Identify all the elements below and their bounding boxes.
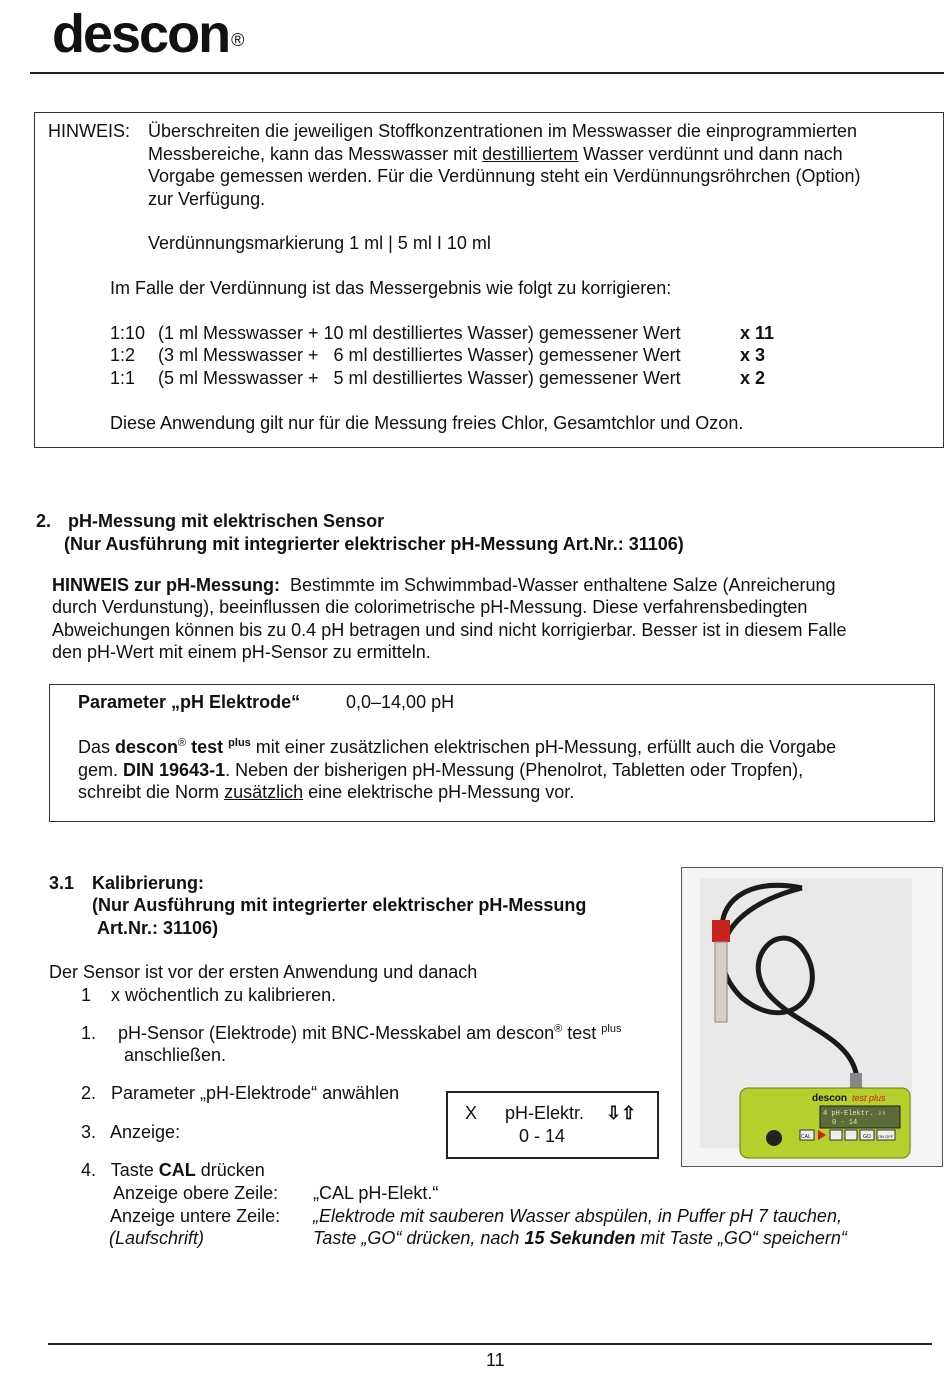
device-screen-line-2: 0 - 14 — [832, 1119, 858, 1127]
ratio-text-1: (1 ml Messwasser + 10 ml destilliertes Wasser) gemessener Wert — [158, 323, 681, 343]
section-2-title: pH-Messung mit elektrischen Sensor — [68, 511, 385, 531]
device-cal-button: CAL — [801, 1134, 811, 1140]
factor-2: x 3 — [740, 345, 766, 365]
electrode-icon — [715, 942, 727, 1022]
device-brand: descon — [812, 1093, 848, 1104]
electrode-cap-icon — [712, 920, 730, 942]
lcd-arrows-icon: ⇩⇧ — [606, 1103, 637, 1123]
header-rule — [30, 72, 944, 74]
footer-rule — [48, 1343, 932, 1345]
section-31-number: 3.1 — [49, 873, 75, 893]
lcd-line-1: pH-Elektr. — [505, 1103, 585, 1123]
calib-intro-2: 1 x wöchentlich zu kalibrieren. — [81, 985, 337, 1005]
ratio-text-2: (3 ml Messwasser + 6 ml destilliertes Wasser) gemessener Wert — [158, 345, 681, 365]
section-2-number: 2. — [36, 511, 52, 531]
step-1-text: pH-Sensor (Elektrode) mit BNC-Messkabel am descon® test $^{plus}$ — [118, 1023, 622, 1043]
section-31-sub-1: (Nur Ausführung mit integrierter elektrischer pH-Messung — [92, 895, 587, 915]
factor-1: x 11 — [740, 323, 775, 343]
device-go-button: GO — [863, 1134, 871, 1140]
descon-logo: descon ® — [52, 4, 245, 64]
page-number: 11 — [486, 1350, 505, 1370]
device-on-button: ON OFF — [878, 1134, 894, 1139]
dilution-marking: Verdünnungsmarkierung 1 ml | 5 ml I 10 ml — [148, 233, 491, 253]
lauf-value: Taste „GO“ drücken, nach 15 Sekunden mit Taste „GO“ speichern“ — [313, 1228, 847, 1248]
correction-intro: Im Falle der Verdünnung ist das Messergebnis wie folgt zu korrigieren: — [110, 278, 672, 298]
ph-hinweis-line-3: Abweichungen können bis zu 0.4 pH betragen und sind nicht korrigierbar. Besser ist in diesem Falle — [52, 620, 847, 640]
param-line-2: gem. DIN 19643-1. Neben der bisherigen pH-Messung (Phenolrot, Tabletten oder Tropfen), — [78, 760, 804, 780]
step-1-cont: anschließen. — [124, 1045, 227, 1065]
lower-line-label: Anzeige untere Zeile: — [110, 1206, 281, 1226]
upper-line-value: „CAL pH-Elekt.“ — [313, 1183, 439, 1203]
ph-hinweis-line-4: den pH-Wert mit einem pH-Sensor zu ermitteln. — [52, 642, 431, 662]
upper-line-label: Anzeige obere Zeile: — [113, 1183, 279, 1203]
lower-line-value: „Elektrode mit sauberen Wasser abspülen, in Puffer pH 7 tauchen, — [313, 1206, 842, 1226]
ph-hinweis-line-2: durch Verdunstung), beeinflussen die colorimetrische pH-Messung. Diese verfahrensbedingten — [52, 597, 808, 617]
device-illustration — [682, 868, 942, 1166]
hinweis-line-2: Messbereiche, kann das Messwasser mit destilliertem Wasser verdünnt und dann nach — [148, 144, 843, 164]
hinweis-note: Diese Anwendung gilt nur für die Messung freies Chlor, Gesamtchlor und Ozon. — [110, 413, 744, 433]
section-31-sub-2: Art.Nr.: 31106) — [97, 918, 219, 938]
ph-hinweis-line-1: HINWEIS zur pH-Messung: Bestimmte im Schwimmbad-Wasser enthaltene Salze (Anreicherung — [52, 575, 836, 595]
lcd-x: X — [465, 1103, 478, 1123]
ratio-3: 1:1 — [110, 368, 136, 388]
step-1-number: 1. — [81, 1023, 97, 1043]
step-3: 3. Anzeige: — [81, 1122, 181, 1142]
lauf-label: (Laufschrift) — [109, 1228, 205, 1248]
device-photo — [681, 867, 943, 1167]
lcd-line-2: 0 - 14 — [519, 1126, 566, 1146]
hinweis-line-1: Überschreiten die jeweiligen Stoffkonzentrationen im Messwasser die einprogrammierten — [148, 121, 858, 141]
calib-intro-1: Der Sensor ist vor der ersten Anwendung und danach — [49, 962, 478, 982]
section-2-subtitle: (Nur Ausführung mit integrierter elektrischer pH-Messung Art.Nr.: 31106) — [64, 534, 684, 554]
section-31-title: Kalibrierung: — [92, 873, 205, 893]
hinweis-label: HINWEIS: — [48, 121, 131, 141]
parameter-range: 0,0–14,00 pH — [346, 692, 455, 712]
device-model: test plus — [852, 1093, 886, 1103]
ratio-1: 1:10 — [110, 323, 146, 343]
step-4: 4. Taste CAL drücken — [81, 1160, 265, 1180]
device-screen-line-1: 4 pH-Elektr. ⇩⇧ — [823, 1110, 887, 1118]
param-line-3: schreibt die Norm zusätzlich eine elektrische pH-Messung vor. — [78, 782, 575, 802]
hinweis-line-3: Vorgabe gemessen werden. Für die Verdünnung steht ein Verdünnungsröhrchen (Option) — [148, 166, 861, 186]
ratio-text-3: (5 ml Messwasser + 5 ml destilliertes Wasser) gemessener Wert — [158, 368, 681, 388]
parameter-label: Parameter „pH Elektrode“ — [78, 692, 301, 712]
device-knob — [766, 1130, 782, 1146]
factor-3: x 2 — [740, 368, 766, 388]
hinweis-line-4: zur Verfügung. — [148, 189, 266, 209]
ratio-2: 1:2 — [110, 345, 136, 365]
step-2: 2. Parameter „pH-Elektrode“ anwählen — [81, 1083, 400, 1103]
param-line-1: Das descon® test $^{plus}$ mit einer zusätzlichen elektrischen pH-Messung, erfüllt auch die Vorgabe — [78, 737, 837, 757]
